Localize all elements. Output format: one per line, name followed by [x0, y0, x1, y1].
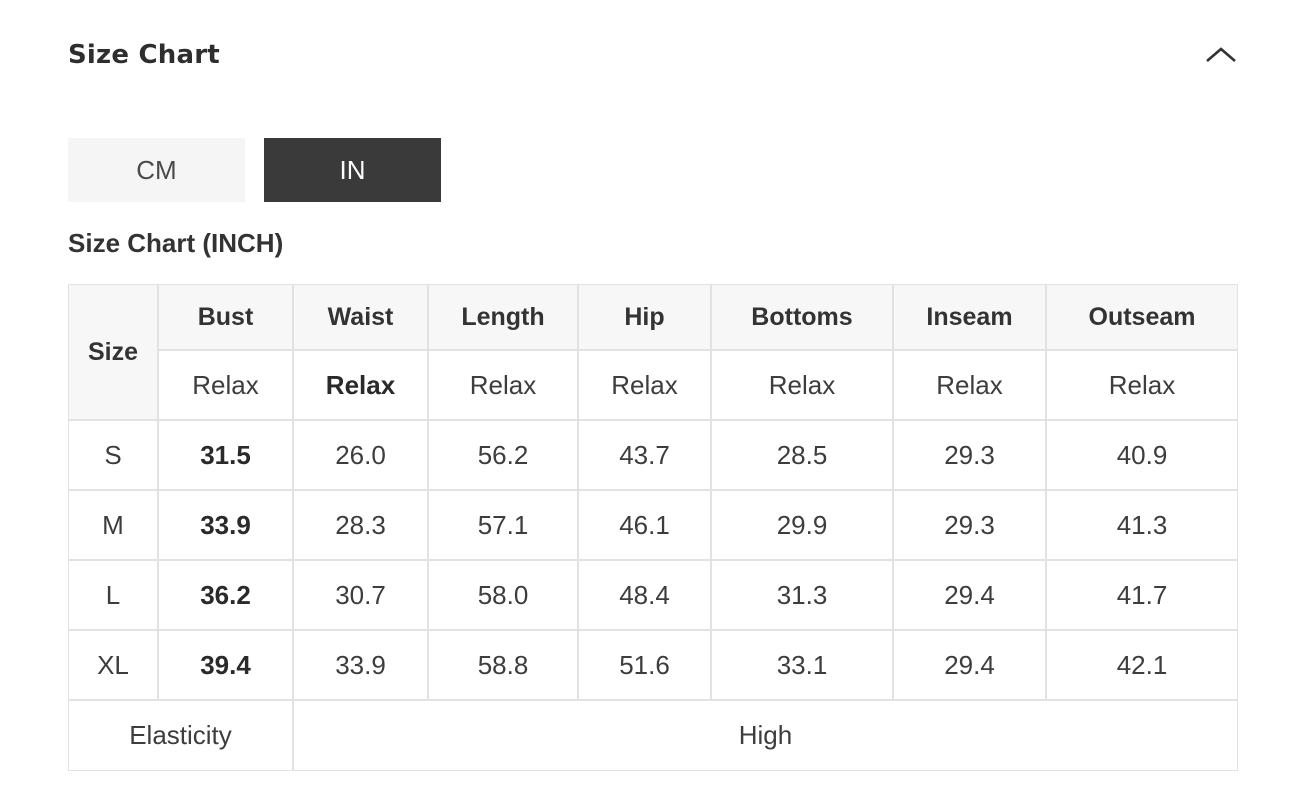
chevron-up-icon — [1204, 53, 1238, 68]
cell-m-waist: 28.3 — [293, 490, 428, 560]
row-label-l: L — [68, 560, 158, 630]
row-label-m: M — [68, 490, 158, 560]
elasticity-row — [68, 700, 1238, 771]
col-header-bottoms: Bottoms — [711, 284, 893, 350]
subheader-hip: Relax — [578, 350, 711, 420]
cell-m-hip: 46.1 — [578, 490, 711, 560]
cell-s-waist: 26.0 — [293, 420, 428, 490]
cell-l-waist: 30.7 — [293, 560, 428, 630]
col-header-bust: Bust — [158, 284, 293, 350]
cell-l-length: 58.0 — [428, 560, 578, 630]
col-header-length: Length — [428, 284, 578, 350]
table-row-s — [68, 420, 1238, 490]
panel-header — [68, 40, 1240, 70]
subheader-waist: Relax — [293, 350, 428, 420]
unit-in-button[interactable]: IN — [264, 138, 441, 202]
cell-xl-length: 58.8 — [428, 630, 578, 700]
cell-s-outseam: 40.9 — [1046, 420, 1238, 490]
cell-m-length: 57.1 — [428, 490, 578, 560]
cell-s-bust: 31.5 — [158, 420, 293, 490]
col-header-size: Size — [68, 284, 158, 420]
cell-xl-bottoms: 33.1 — [711, 630, 893, 700]
row-label-s: S — [68, 420, 158, 490]
subheader-length: Relax — [428, 350, 578, 420]
cell-l-outseam: 41.7 — [1046, 560, 1238, 630]
subheader-bottoms: Relax — [711, 350, 893, 420]
col-header-inseam: Inseam — [893, 284, 1046, 350]
row-label-xl: XL — [68, 630, 158, 700]
subheader-bust: Relax — [158, 350, 293, 420]
elasticity-value: High — [293, 700, 1238, 771]
cell-xl-inseam: 29.4 — [893, 630, 1046, 700]
cell-xl-hip: 51.6 — [578, 630, 711, 700]
unit-cm-button[interactable]: CM — [68, 138, 245, 202]
cell-s-bottoms: 28.5 — [711, 420, 893, 490]
col-header-outseam: Outseam — [1046, 284, 1238, 350]
cell-xl-waist: 33.9 — [293, 630, 428, 700]
cell-xl-bust: 39.4 — [158, 630, 293, 700]
unit-toggle — [68, 138, 1240, 202]
size-chart-table — [68, 284, 1238, 771]
page-title: Size Chart — [68, 40, 220, 70]
cell-m-bottoms: 29.9 — [711, 490, 893, 560]
table-row-l — [68, 560, 1238, 630]
section-title: Size Chart (INCH) — [68, 228, 284, 258]
table-subheader-row — [68, 350, 1238, 420]
col-header-waist: Waist — [293, 284, 428, 350]
cell-m-bust: 33.9 — [158, 490, 293, 560]
cell-m-inseam: 29.3 — [893, 490, 1046, 560]
subheader-inseam: Relax — [893, 350, 1046, 420]
table-header-row — [68, 284, 1238, 350]
table-row-m — [68, 490, 1238, 560]
col-header-hip: Hip — [578, 284, 711, 350]
cell-l-hip: 48.4 — [578, 560, 711, 630]
cell-l-inseam: 29.4 — [893, 560, 1046, 630]
cell-s-inseam: 29.3 — [893, 420, 1046, 490]
table-row-xl — [68, 630, 1238, 700]
cell-m-outseam: 41.3 — [1046, 490, 1238, 560]
cell-s-length: 56.2 — [428, 420, 578, 490]
cell-s-hip: 43.7 — [578, 420, 711, 490]
cell-l-bust: 36.2 — [158, 560, 293, 630]
elasticity-label: Elasticity — [68, 700, 293, 771]
cell-xl-outseam: 42.1 — [1046, 630, 1238, 700]
cell-l-bottoms: 31.3 — [711, 560, 893, 630]
subheader-outseam: Relax — [1046, 350, 1238, 420]
collapse-button[interactable] — [1202, 43, 1240, 67]
